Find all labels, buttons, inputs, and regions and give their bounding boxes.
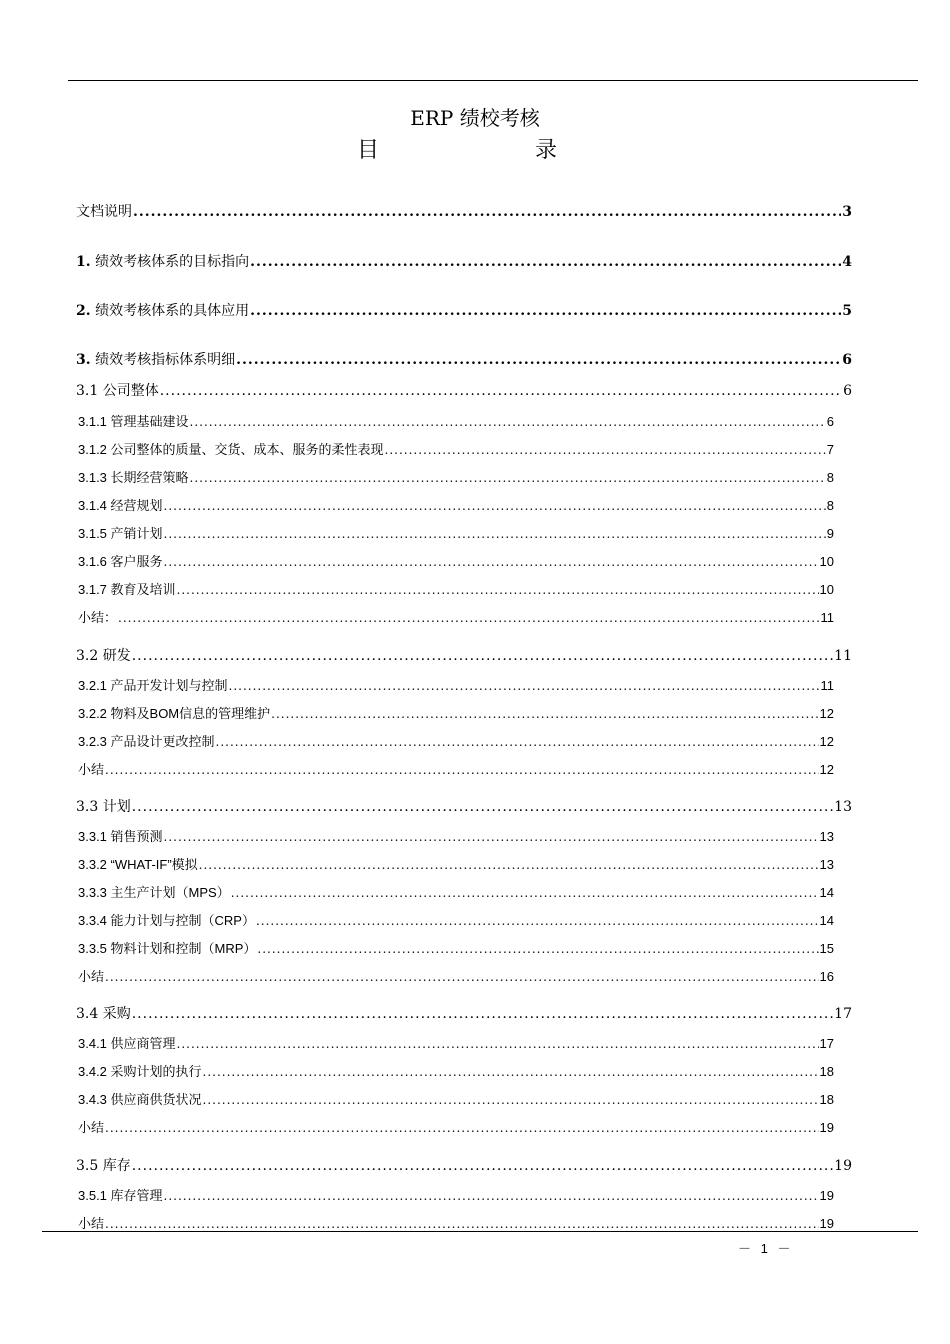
toc-entry-page: 11 [834, 648, 852, 664]
toc-entry[interactable] [78, 854, 834, 873]
toc-leader [105, 1217, 819, 1231]
toc-leader [118, 611, 819, 625]
toc-entry[interactable] [76, 201, 852, 221]
toc-leader [164, 830, 819, 844]
toc-entry[interactable] [78, 675, 834, 694]
toc-entry-page: 4 [842, 254, 852, 270]
toc-entry-page: 6 [843, 383, 852, 399]
toc-leader [132, 799, 833, 815]
toc-entry-page: 14 [819, 885, 834, 900]
toc-entry-label: 3.5.1 库存管理 [78, 1188, 163, 1203]
toc-entry[interactable] [78, 495, 834, 514]
toc-leader [177, 1037, 819, 1051]
toc-heading-right: 录 [534, 138, 557, 163]
toc-leader [164, 1189, 819, 1203]
toc-entry[interactable] [78, 1213, 834, 1232]
toc-entry-page: 12 [819, 762, 834, 777]
toc-entry[interactable] [78, 1089, 834, 1108]
toc-entry[interactable] [76, 349, 852, 369]
toc-entry-label: 3.3 计划 [76, 799, 131, 815]
toc-entry[interactable] [76, 1003, 852, 1023]
toc-entry[interactable] [78, 1061, 834, 1080]
toc-entry[interactable] [78, 759, 834, 778]
toc-leader [132, 1158, 833, 1174]
toc-leader [190, 415, 826, 429]
toc-leader [250, 254, 841, 270]
toc-entry-label: 3.2.1 产品开发计划与控制 [78, 678, 228, 693]
toc-entry[interactable] [76, 796, 852, 816]
toc-entry-page: 5 [842, 303, 852, 319]
toc-entry-page: 19 [834, 1158, 852, 1174]
toc-entry-page: 13 [834, 799, 852, 815]
toc-entry-page: 11 [820, 610, 834, 625]
toc-entry-label: 3.4.2 采购计划的执行 [78, 1064, 202, 1079]
toc-entry-page: 6 [826, 414, 834, 429]
toc-entry[interactable] [78, 826, 834, 845]
toc-entry-page: 17 [834, 1006, 852, 1022]
toc-entry-page: 11 [820, 678, 834, 693]
toc-entry[interactable] [78, 1185, 834, 1204]
toc-entry[interactable] [76, 251, 852, 271]
toc-leader [133, 204, 841, 220]
toc-entry-label: 3.1.6 客户服务 [78, 554, 163, 569]
toc-entry-label: 3.2.3 产品设计更改控制 [78, 734, 215, 749]
toc-entry[interactable] [78, 411, 834, 430]
toc-entry-page: 7 [826, 442, 834, 457]
toc-entry-page: 16 [819, 969, 834, 984]
toc-entry-page: 8 [826, 498, 834, 513]
toc-leader [236, 352, 841, 368]
toc-entry-page: 8 [826, 470, 834, 485]
toc-leader [229, 679, 820, 693]
toc-leader [164, 555, 819, 569]
toc-leader [203, 1093, 819, 1107]
toc-entry[interactable] [78, 910, 834, 929]
toc-entry[interactable] [78, 966, 834, 985]
toc-leader [203, 1065, 819, 1079]
toc-leader [105, 1121, 819, 1135]
toc-entry[interactable] [78, 579, 834, 598]
toc-entry[interactable] [78, 882, 834, 901]
toc-entry-number: 2. [76, 303, 91, 319]
toc-leader [190, 471, 826, 485]
toc-entry-page: 12 [819, 734, 834, 749]
toc-entry-label: 3.4.1 供应商管理 [78, 1036, 176, 1051]
toc-leader [105, 763, 819, 777]
toc-entry-page: 3 [842, 204, 852, 220]
toc-entry-label: 文档说明 [76, 204, 132, 220]
toc-entry-label: 绩效考核体系的具体应用 [95, 303, 250, 319]
toc-entry-label: 3.1.5 产销计划 [78, 526, 163, 541]
toc-entry-page: 13 [819, 857, 834, 872]
toc-entry-label: 小结 [78, 1216, 105, 1231]
toc-entry-label: 3.3.1 销售预测 [78, 829, 163, 844]
toc-entry-page: 9 [826, 526, 834, 541]
toc-entry-page: 19 [819, 1120, 834, 1135]
toc-entry-label: 绩效考核体系的目标指向 [95, 254, 250, 270]
toc-entry-label: 3.2 研发 [76, 648, 131, 664]
toc-entry-page: 13 [819, 829, 834, 844]
toc-entry-label: 3.1.3 长期经营策略 [78, 470, 189, 485]
toc-leader [199, 858, 819, 872]
toc-entry-label: 小结 [78, 969, 105, 984]
toc-heading-left: 目 [357, 138, 380, 163]
document-title: ERP 绩校考核 [410, 106, 540, 130]
page-number: － 1 － [738, 1241, 794, 1256]
toc-entry[interactable] [78, 467, 834, 486]
toc-leader [132, 1006, 833, 1022]
toc-entry[interactable] [76, 300, 852, 320]
toc-entry-label: 3.2.2 物料及BOM信息的管理维护 [78, 706, 271, 721]
toc-entry[interactable] [78, 523, 834, 542]
toc-entry[interactable] [76, 1155, 852, 1175]
toc-leader [385, 443, 826, 457]
toc-leader [231, 886, 819, 900]
toc-leader [177, 583, 819, 597]
toc-leader [216, 735, 819, 749]
toc-entry-page: 12 [819, 706, 834, 721]
toc-entry-label: 3.1.1 管理基础建设 [78, 414, 189, 429]
toc-entry[interactable] [78, 731, 834, 750]
toc-entry-label: 绩效考核指标体系明细 [95, 352, 236, 368]
toc-leader [132, 648, 833, 664]
toc-entry[interactable] [78, 703, 834, 722]
footer-rule [42, 1231, 918, 1232]
toc-entry-label: 3.4.3 供应商供货状况 [78, 1092, 202, 1107]
toc-entry-label: 3.3.2 “WHAT-IF”模拟 [78, 857, 198, 872]
toc-entry-label: 3.4 采购 [76, 1006, 131, 1022]
toc-entry-label: 3.3.3 主生产计划（MPS） [78, 885, 230, 900]
toc-leader [250, 303, 841, 319]
toc-entry[interactable] [78, 1117, 834, 1136]
toc-entry-label: 3.3.4 能力计划与控制（CRP） [78, 913, 255, 928]
toc-leader [160, 383, 842, 399]
toc-leader [164, 527, 826, 541]
toc-entry-label: 小结 [78, 762, 105, 777]
toc-leader [271, 707, 818, 721]
toc-leader [256, 914, 819, 928]
toc-entry-number: 3. [76, 352, 91, 368]
toc-entry-label: 小结 [78, 1120, 105, 1135]
toc-entry[interactable] [76, 380, 852, 400]
toc-leader [164, 499, 826, 513]
toc-entry-page: 19 [819, 1188, 834, 1203]
toc-entry-page: 6 [842, 352, 852, 368]
toc-entry-label: 3.5 库存 [76, 1158, 131, 1174]
toc-leader [257, 942, 818, 956]
toc-entry[interactable] [78, 439, 834, 458]
toc-entry-label: 3.1 公司整体 [76, 383, 159, 399]
toc-entry[interactable] [78, 1033, 834, 1052]
toc-leader [105, 970, 819, 984]
toc-entry-label: 小结： [78, 610, 118, 625]
toc-entry-page: 17 [819, 1036, 834, 1051]
toc-entry[interactable] [78, 607, 834, 626]
toc-entry-page: 18 [819, 1064, 834, 1079]
toc-entry[interactable] [78, 938, 834, 957]
toc-entry-label: 3.1.7 教育及培训 [78, 582, 176, 597]
toc-entry-page: 15 [819, 941, 834, 956]
toc-entry-page: 10 [819, 554, 834, 569]
toc-entry-number: 1. [76, 254, 91, 270]
toc-entry-label: 3.1.2 公司整体的质量、交货、成本、服务的柔性表现 [78, 442, 384, 457]
toc-entry-label: 3.1.4 经营规划 [78, 498, 163, 513]
toc-entry-page: 14 [819, 913, 834, 928]
toc-entry[interactable] [76, 645, 852, 665]
toc-entry[interactable] [78, 551, 834, 570]
toc-entry-page: 19 [819, 1216, 834, 1231]
toc-entry-label: 3.3.5 物料计划和控制（MRP） [78, 941, 257, 956]
toc-entry-page: 10 [819, 582, 834, 597]
toc-entry-page: 18 [819, 1092, 834, 1107]
